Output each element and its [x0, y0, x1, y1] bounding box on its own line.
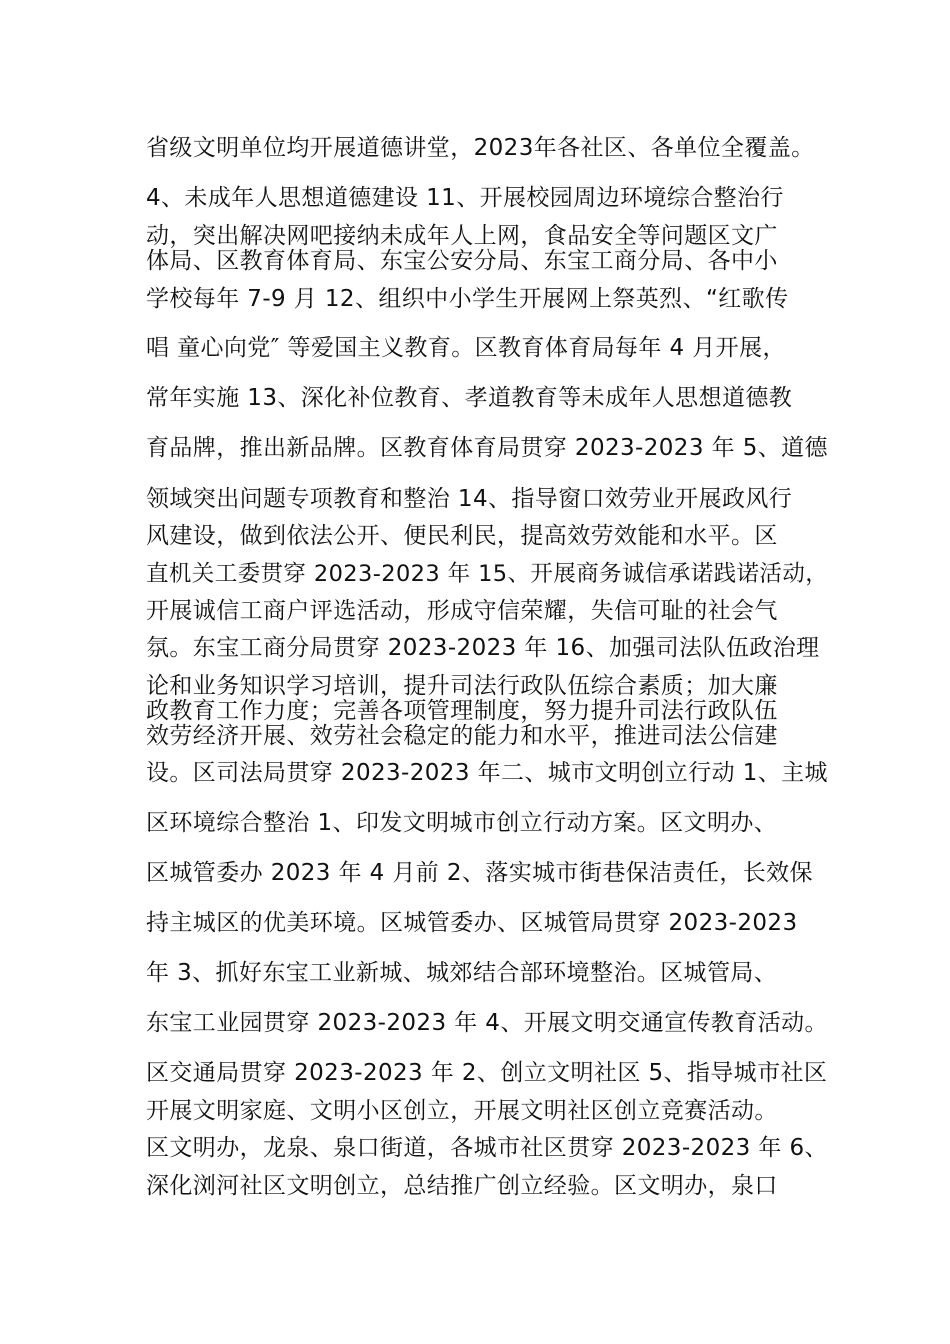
text-line: 常年实施 13、深化补位教育、孝道教育等未成年人思想道德教: [146, 385, 793, 411]
text-line: 氛。东宝工商分局贯穿 2023-2023 年 16、加强司法队伍政治理: [146, 635, 820, 661]
text-line: 论和业务知识学习培训，提升司法行政队伍综合素质；加大廉: [146, 673, 778, 699]
text-line: 直机关工委贯穿 2023-2023 年 15、开展商务诚信承诺践诺活动，: [146, 561, 829, 587]
text-line: 4、未成年人思想道德建设 11、开展校园周边环境综合整治行: [146, 185, 784, 211]
text-line: 深化浏河社区文明创立，总结推广创立经验。区文明办，泉口: [146, 1173, 778, 1199]
text-line: 区城管委办 2023 年 4 月前 2、落实城市街巷保洁责任，长效保: [146, 860, 813, 886]
text-line: 风建设，做到依法公开、便民利民，提高效劳效能和水平。区: [146, 523, 778, 549]
text-line: 区交通局贯穿 2023-2023 年 2、创立文明社区 5、指导城市社区: [146, 1060, 828, 1086]
text-line: 领域突出问题专项教育和整治 14、指导窗口效劳业开展政风行: [146, 486, 793, 512]
text-line: 设。区司法局贯穿 2023-2023 年二、城市文明创立行动 1、主城: [146, 760, 828, 786]
text-line: 体局、区教育体育局、东宝公安分局、东宝工商分局、各中小: [146, 248, 778, 274]
text-line: 效劳经济开展、效劳社会稳定的能力和水平，推进司法公信建: [146, 723, 778, 749]
text-line: 学校每年 7-9 月 12、组织中小学生开展网上祭英烈、“红歌传: [146, 286, 789, 312]
text-line: 育品牌，推出新品牌。区教育体育局贯穿 2023-2023 年 5、道德: [146, 435, 828, 461]
text-line: 开展文明家庭、文明小区创立，开展文明社区创立竞赛活动。: [146, 1098, 778, 1124]
text-line: 唱 童心向党″ 等爱国主义教育。区教育体育局每年 4 月开展，: [146, 335, 786, 361]
text-line: 区文明办，龙泉、泉口街道，各城市社区贯穿 2023-2023 年 6、: [146, 1135, 828, 1161]
text-line: 动，突出解决网吧接纳未成年人上网，食品安全等问题区文广: [146, 223, 778, 249]
text-line: 持主城区的优美环境。区城管委办、区城管局贯穿 2023-2023: [146, 910, 798, 936]
text-line: 省级文明单位均开展道德讲堂，2023年各社区、各单位全覆盖。: [146, 135, 815, 161]
text-line: 开展诚信工商户评选活动，形成守信荣耀，失信可耻的社会气: [146, 598, 778, 624]
text-line: 东宝工业园贯穿 2023-2023 年 4、开展文明交通宣传教育活动。: [146, 1010, 828, 1036]
text-line: 区环境综合整治 1、印发文明城市创立行动方案。区文明办、: [146, 810, 778, 836]
text-line: 政教育工作力度；完善各项管理制度，努力提升司法行政队伍: [146, 698, 778, 724]
text-line: 年 3、抓好东宝工业新城、城郊结合部环境整治。区城管局、: [146, 960, 778, 986]
